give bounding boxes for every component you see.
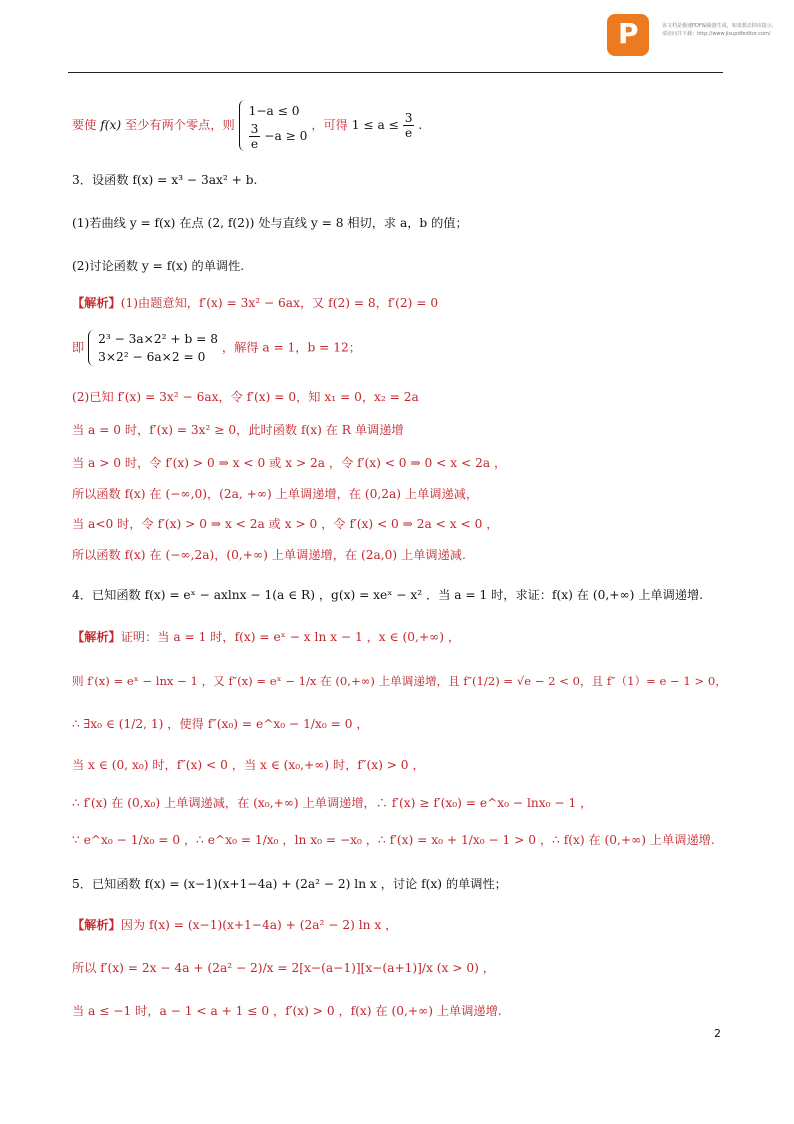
solution-3-line-3: (2)已知 f′(x) = 3x² − 6ax，令 f′(x) = 0，知 x₁ = 0，x₂ = 2a [72, 390, 419, 404]
solution-3-line-4: 当 a = 0 时，f′(x) = 3x² ≥ 0，此时函数 f(x) 在 R 单调递增 [72, 423, 404, 437]
solution-4-line-4: 当 x ∈ (0, x₀) 时，f″(x) < 0 ，当 x ∈ (x₀,+∞) 时，f″(x) > 0 ， [72, 758, 425, 772]
brace-system: 1−a ≤ 0 $\frac{3}{e}$ −a ≥ 0 [239, 100, 308, 151]
solution-5-line-1: 【解析】因为 f(x) = (x−1)(x+1−4a) + (2a² − 2) ln x ， [72, 918, 398, 932]
watermark-tagline: 该文档是极速PDF编辑器生成，如果想去掉该提示，请访问并下载：http://www.jisupdfeditor.com/ [662, 23, 777, 37]
solution-3-line-8: 所以函数 f(x) 在 (−∞,2a)，(0,+∞) 上单调递增，在 (2a,0) 上单调递减. [72, 548, 466, 562]
solution-4-line-1: 【解析】证明：当 a = 1 时，f(x) = eˣ − x ln x − 1 ，x ∈ (0,+∞) ， [72, 630, 461, 644]
question-5: 5．已知函数 f(x) = (x−1)(x+1−4a) + (2a² − 2) ln x ，讨论 f(x) 的单调性； [72, 877, 507, 891]
condition-line: 要使 f(x) 至少有两个零点，则 1−a ≤ 0 $\frac{3}{e}$ −a ≥ 0 ，可得 1 ≤ a ≤ $\frac{3}{e}$ . [72, 100, 422, 151]
question-3-part-1: (1)若曲线 y = f(x) 在点 (2, f(2)) 处与直线 y = 8 相切，求 a，b 的值； [72, 216, 468, 230]
page-number: 2 [714, 1027, 721, 1040]
solution-3-line-5: 当 a > 0 时，令 f′(x) > 0 ⇒ x < 0 或 x > 2a ，令 f′(x) < 0 ⇒ 0 < x < 2a ， [72, 456, 507, 470]
solution-tag: 【解析】 [72, 296, 121, 310]
solution-4-line-6: ∵ e^x₀ − 1/x₀ = 0 ，∴ e^x₀ = 1/x₀ ，ln x₀ = −x₀ ，∴ f′(x) = x₀ + 1/x₀ − 1 > 0 ，∴ f(x) 在 (0,+∞) 上单调递增. [72, 833, 715, 847]
solution-3-line-7: 当 a<0 时，令 f′(x) > 0 ⇒ x < 2a 或 x > 0 ，令 f′(x) < 0 ⇒ 2a < x < 0 ， [72, 517, 499, 531]
solution-4-line-3: ∴ ∃x₀ ∈ (1/2, 1) ，使得 f″(x₀) = e^x₀ − 1/x₀ = 0 ， [72, 717, 369, 731]
solution-3-line-2: 即 2³ − 3a×2² + b = 8 3×2² − 6a×2 = 0 ，解得 a = 1，b = 12； [72, 332, 361, 364]
brace-system: 2³ − 3a×2² + b = 8 3×2² − 6a×2 = 0 [88, 330, 218, 366]
question-4: 4．已知函数 f(x) = eˣ − axlnx − 1(a ∈ R) ，g(x) = xeˣ − x² ．当 a = 1 时，求证：f(x) 在 (0,+∞) 上单调递增. [72, 588, 704, 602]
solution-4-line-2: 则 f′(x) = eˣ − lnx − 1 ，又 f″(x) = eˣ − 1/x 在 (0,+∞) 上单调递增，且 f″(1/2) = √e − 2 < 0，且 f″（1）= e − 1 > 0， [72, 674, 727, 688]
question-3: 3．设函数 f(x) = x³ − 3ax² + b. [72, 173, 258, 187]
solution-4-line-5: ∴ f′(x) 在 (0,x₀) 上单调递减，在 (x₀,+∞) 上单调递增，∴ f′(x) ≥ f′(x₀) = e^x₀ − lnx₀ − 1 ， [72, 796, 593, 810]
logo-p-icon: P [618, 17, 639, 50]
solution-tag: 【解析】 [72, 918, 121, 932]
solution-5-line-2: 所以 f′(x) = 2x − 4a + (2a² − 2)/x = 2[x−(a−1)][x−(a+1)]/x (x > 0) ， [72, 961, 495, 975]
header-rule [68, 72, 723, 73]
solution-5-line-3: 当 a ≤ −1 时，a − 1 < a + 1 ≤ 0 ，f′(x) > 0 ，f(x) 在 (0,+∞) 上单调递增. [72, 1004, 502, 1018]
logo-badge [607, 14, 649, 56]
question-3-part-2: (2)讨论函数 y = f(x) 的单调性. [72, 259, 245, 273]
solution-tag: 【解析】 [72, 630, 121, 644]
solution-3-line-1: 【解析】(1)由题意知，f′(x) = 3x² − 6ax，又 f(2) = 8，f′(2) = 0 [72, 296, 439, 310]
solution-3-line-6: 所以函数 f(x) 在 (−∞,0)，(2a, +∞) 上单调递增，在 (0,2a) 上单调递减， [72, 487, 479, 501]
